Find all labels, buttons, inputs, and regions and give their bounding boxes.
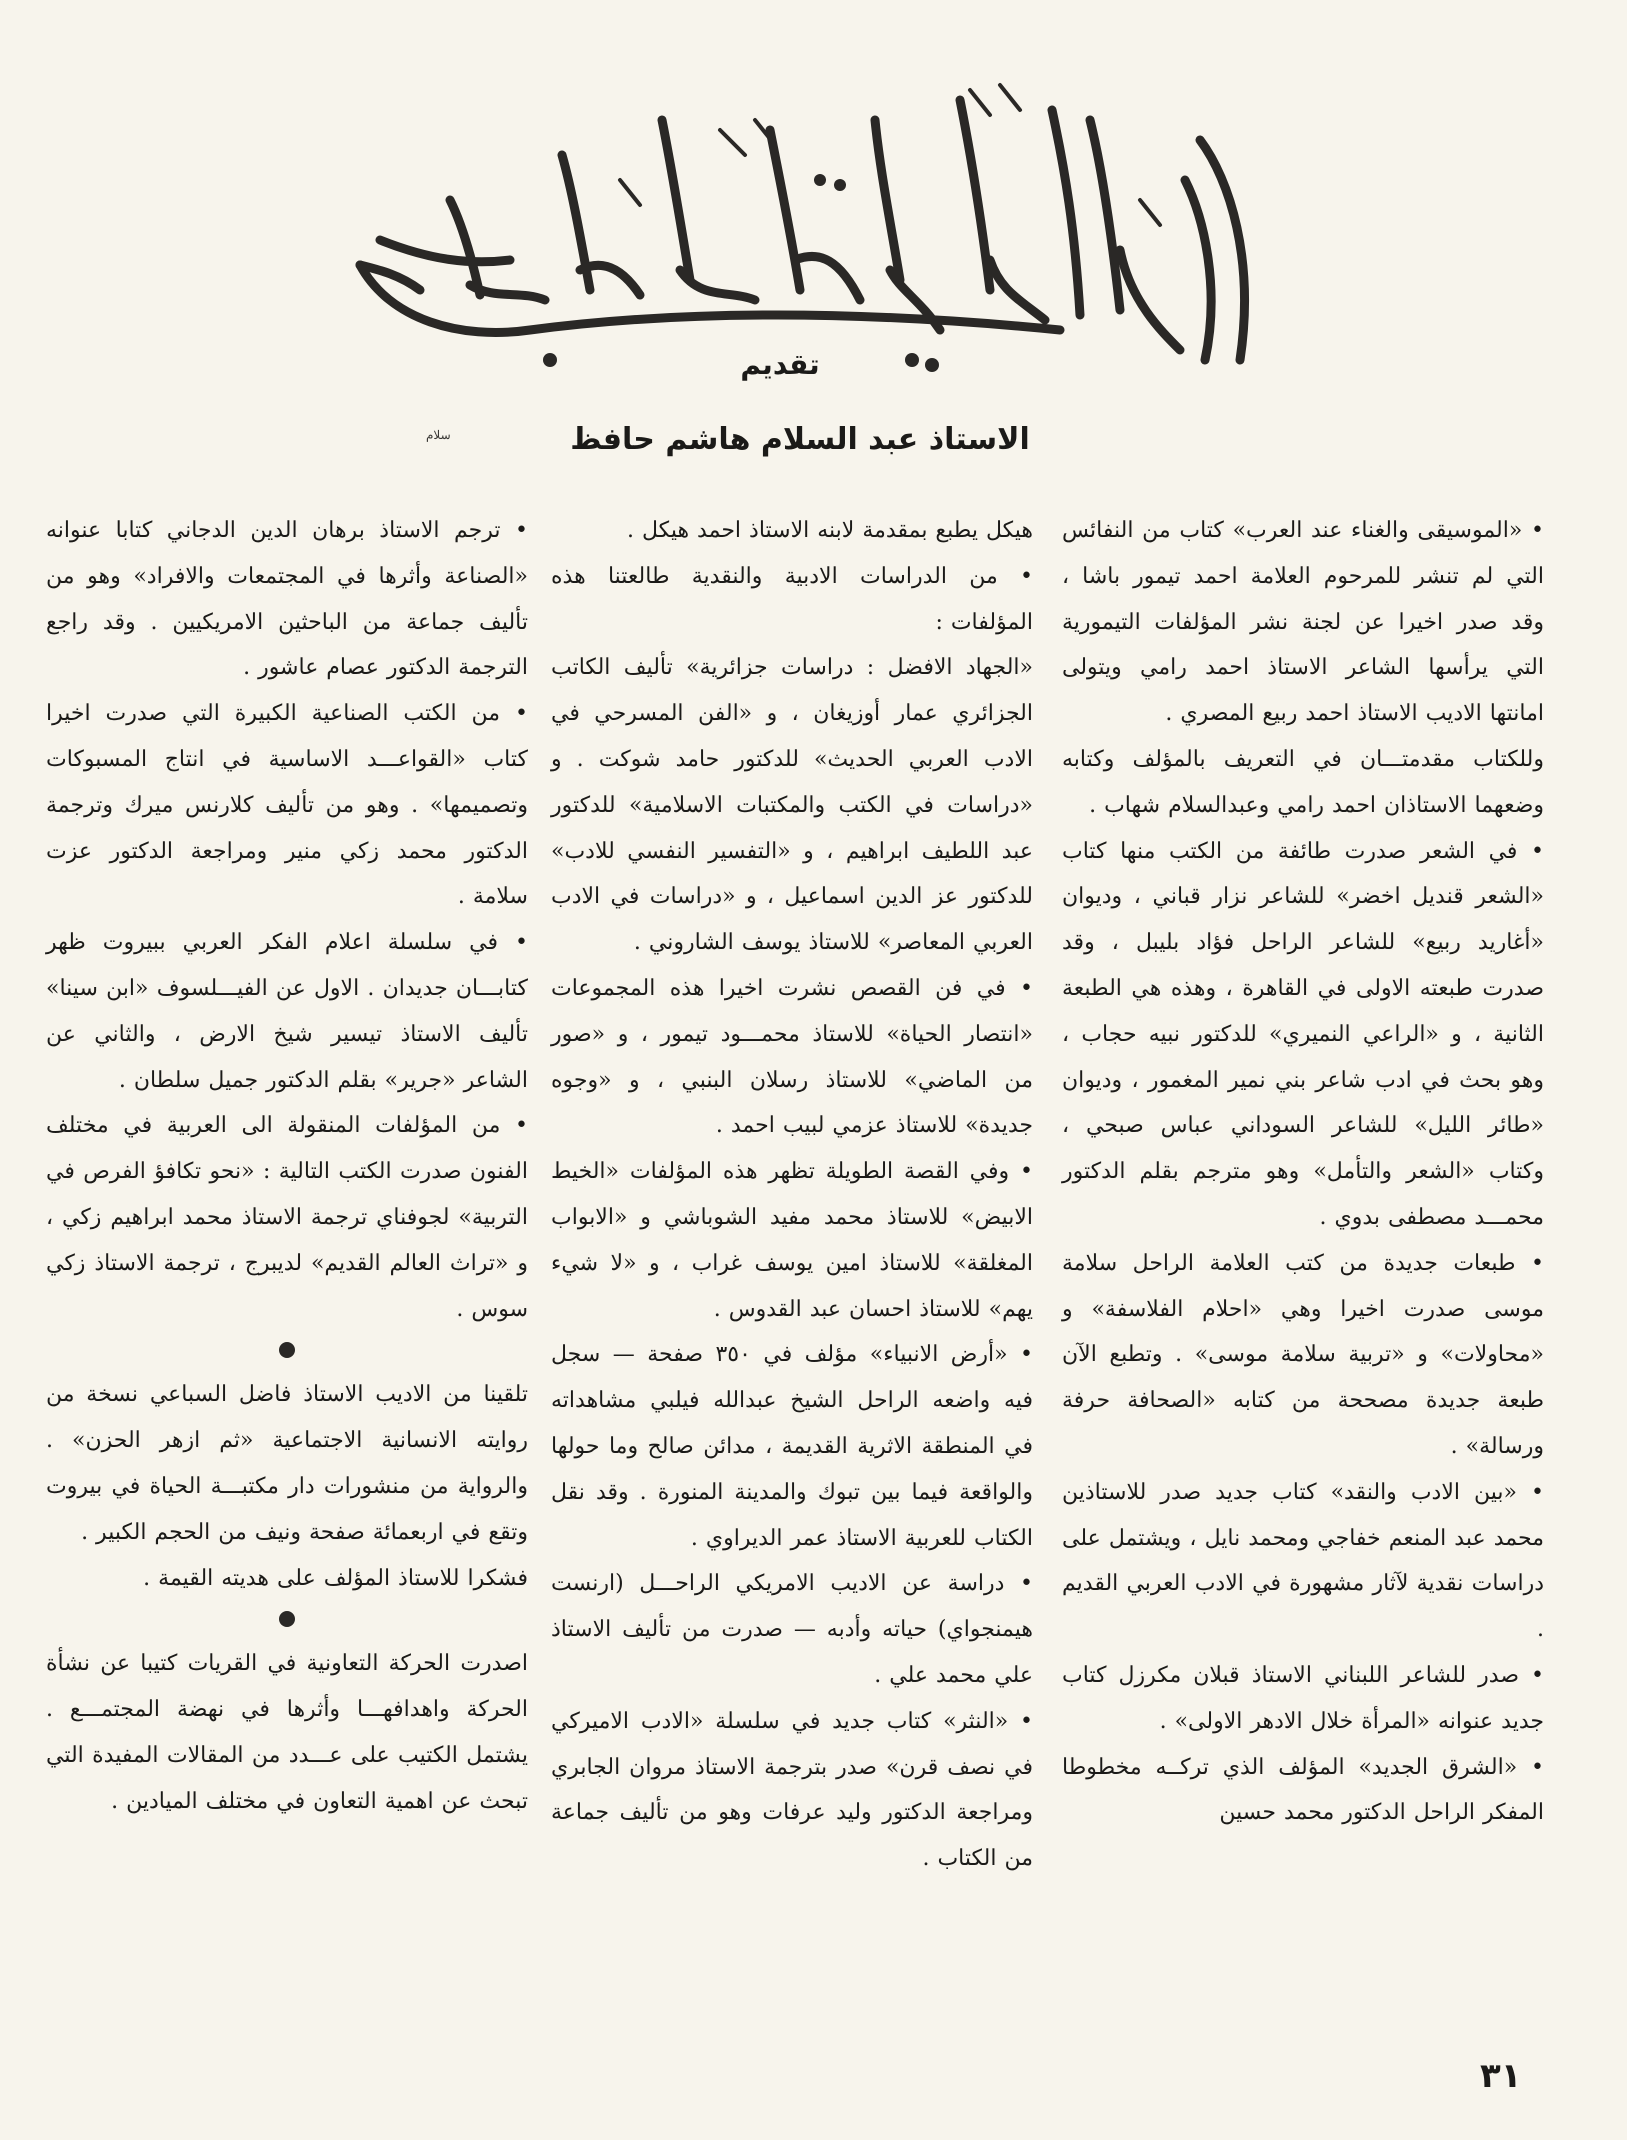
- paragraph: • «الشرق الجديد» المؤلف الذي تركــه مخطوطا المفكر الراحل الدكتور محمد حسين: [1062, 1754, 1544, 1826]
- column-right: [1062, 508, 1544, 2018]
- paragraph: • «النثر» كتاب جديد في سلسلة «الادب الاميركي في نصف قرن» صدر بترجمة الاستاذ مروان الجابري ومراجعة الدكتور وليد عرفات وهو من تأليف جماعة من الكتاب .: [551, 1708, 1033, 1872]
- section-separator-dot: [279, 1342, 295, 1358]
- page-number: ٣١: [1480, 2056, 1522, 2096]
- paragraph: وللكتاب مقدمتـــان في التعريف بالمؤلف وكتابه وضعهما الاستاذان احمد رامي وعبدالسلام شهاب .: [1062, 746, 1544, 818]
- paragraph: هيكل يطبع بمقدمة لابنه الاستاذ احمد هيكل .: [627, 518, 1033, 543]
- paragraph: اصدرت الحركة التعاونية في القريات كتيبا عن نشأة الحركة واهدافهـــا وأثرها في نهضة المجتمـــع . يشتمل الكتيب على عـــدد من المقالات المفيدة التي تبحث عن اهمية التعاون في مختلف الميادين .: [46, 1651, 528, 1814]
- paragraph: • «أرض الانبياء» مؤلف في ٣٥٠ صفحة — سجل فيه واضعه الراحل الشيخ عبدالله فيلبي مشاهداته في المنطقة الاثرية القديمة ، مدائن صالح وما حولها والواقعة فيما بين تبوك والمدينة المنورة . وقد نقل الكتاب للعربية الاستاذ عمر الديراوي .: [551, 1342, 1033, 1551]
- presenter-name: الاستاذ عبد السلام هاشم حافظ: [570, 422, 1030, 457]
- paragraph: • من الدراسات الادبية والنقدية طالعتنا هذه المؤلفات :: [551, 563, 1033, 635]
- paragraph: • «بين الادب والنقد» كتاب جديد صدر للاستاذين محمد عبد المنعم خفاجي ومحمد نايل ، ويشتمل على دراسات نقدية لآثار مشهورة في الادب العربي القديم .: [1062, 1479, 1544, 1643]
- paragraph: «الجهاد الافضل : دراسات جزائرية» تأليف الكاتب الجزائري عمار أوزيغان ، و «الفن المسرحي في الادب العربي الحديث» للدكتور حامد شوكت . و «دراسات في الكتب والمكتبات الاسلامية» للدكتور عبد اللطيف ابراهيم ، و «التفسير النفسي للادب» للدكتور عز الدين اسماعيل ، و «دراسات في الادب العربي المعاصر» للاستاذ يوسف الشاروني .: [551, 655, 1033, 956]
- paragraph: • في الشعر صدرت طائفة من الكتب منها كتاب «الشعر قنديل اخضر» للشاعر نزار قباني ، وديوان «أغاريد ربيع» للشاعر الراحل فؤاد بليبل ، وقد صدرت طبعته الاولى في القاهرة ، وهذه هي الطبعة الثانية ، و «الراعي النميري» للدكتور نبيه حجاب ، وهو بحث في ادب شاعر بني نمير المغمور ، وديوان «طائر الليل» للشاعر السوداني عباس صبحي ، وكتاب «الشعر والتأمل» وهو مترجم بقلم الدكتور محمـــد مصطفى بدوي .: [1062, 838, 1544, 1230]
- paragraph: • من الكتب الصناعية الكبيرة التي صدرت اخيرا كتاب «القواعـــد الاساسية في انتاج المسبوكات وتصميمها» . وهو من تأليف كلارنس ميرك وترجمة الدكتور محمد زكي منير ومراجعة الدكتور عزت سلامة .: [46, 701, 528, 910]
- paragraph: • من المؤلفات المنقولة الى العربية في مختلف الفنون صدرت الكتب التالية : «نحو تكافؤ الفرص في التربية» لجوفناي ترجمة الاستاذ محمد ابراهيم زكي ، و «تراث العالم القديم» لديبرج ، ترجمة الاستاذ زكي سوس .: [46, 1113, 528, 1322]
- paragraph: • في سلسلة اعلام الفكر العربي ببيروت ظهر كتابـــان جديدان . الاول عن الفيـــلسوف «ابن سينا» تأليف الاستاذ تيسير شيخ الارض ، والثاني عن الشاعر «جرير» بقلم الدكتور جميل سلطان .: [46, 930, 528, 1093]
- page-header: [0, 0, 1627, 500]
- column-middle: [551, 508, 1033, 2018]
- column-left: [46, 508, 528, 2018]
- paragraph: • ترجم الاستاذ برهان الدين الدجاني كتابا عنوانه «الصناعة وأثرها في المجتمعات والافراد» وهو من تأليف جماعة من الباحثين الامريكيين . وقد راجع الترجمة الدكتور عصام عاشور .: [46, 518, 528, 681]
- paragraph: • وفي القصة الطويلة تظهر هذه المؤلفات «الخيط الابيض» للاستاذ محمد مفيد الشوباشي و «الابواب المغلقة» للاستاذ امين يوسف غراب ، و «لا شيء يهم» للاستاذ احسان عبد القدوس .: [551, 1159, 1033, 1322]
- paragraph: • صدر للشاعر اللبناني الاستاذ قبلان مكرزل كتاب جديد عنوانه «المرأة خلال الادهر الاولى» .: [1062, 1662, 1544, 1734]
- paragraph: • دراسة عن الاديب الامريكي الراحـــل (ارنست هيمنجواي) حياته وأدبه — صدرت من تأليف الاستاذ علي محمد علي .: [551, 1571, 1033, 1688]
- paragraph: تلقينا من الاديب الاستاذ فاضل السباعي نسخة من روايته الانسانية الاجتماعية «ثم ازهر الحزن» . والرواية من منشورات دار مكتبـــة الحياة في بيروت وتقع في اربعمائة صفحة ونيف من الحجم الكبير .: [46, 1382, 528, 1545]
- paragraph: • «الموسيقى والغناء عند العرب» كتاب من النفائس التي لم تنشر للمرحوم العلامة احمد تيمور باشا ، وقد صدر اخيرا عن لجنة نشر المؤلفات التيمورية التي يرأسها الشاعر الاستاذ احمد رامي ويتولى امانتها الاديب الاستاذ احمد ربيع المصري .: [1062, 518, 1544, 727]
- artist-signature: سلام: [426, 428, 451, 442]
- presents-label: تقديم: [740, 348, 820, 381]
- paragraph: • في فن القصص نشرت اخيرا هذه المجموعات «انتصار الحياة» للاستاذ محمـــود تيمور ، و «صور من الماضي» للاستاذ رسلان البنبي ، و «وجوه جديدة» للاستاذ عزمي لبيب احمد .: [551, 975, 1033, 1139]
- page-title: [0, 0, 1, 1]
- paragraph: • طبعات جديدة من كتب العلامة الراحل سلامة موسى صدرت اخيرا وهي «احلام الفلاسفة» و «محاولات» و «تربية سلامة موسى» . وتطبع الآن طبعة جديدة مصححة من كتابه «الصحافة حرفة ورسالة» .: [1062, 1250, 1544, 1459]
- paragraph: فشكرا للاستاذ المؤلف على هديته القيمة .: [143, 1565, 528, 1591]
- section-separator-dot: [279, 1611, 295, 1627]
